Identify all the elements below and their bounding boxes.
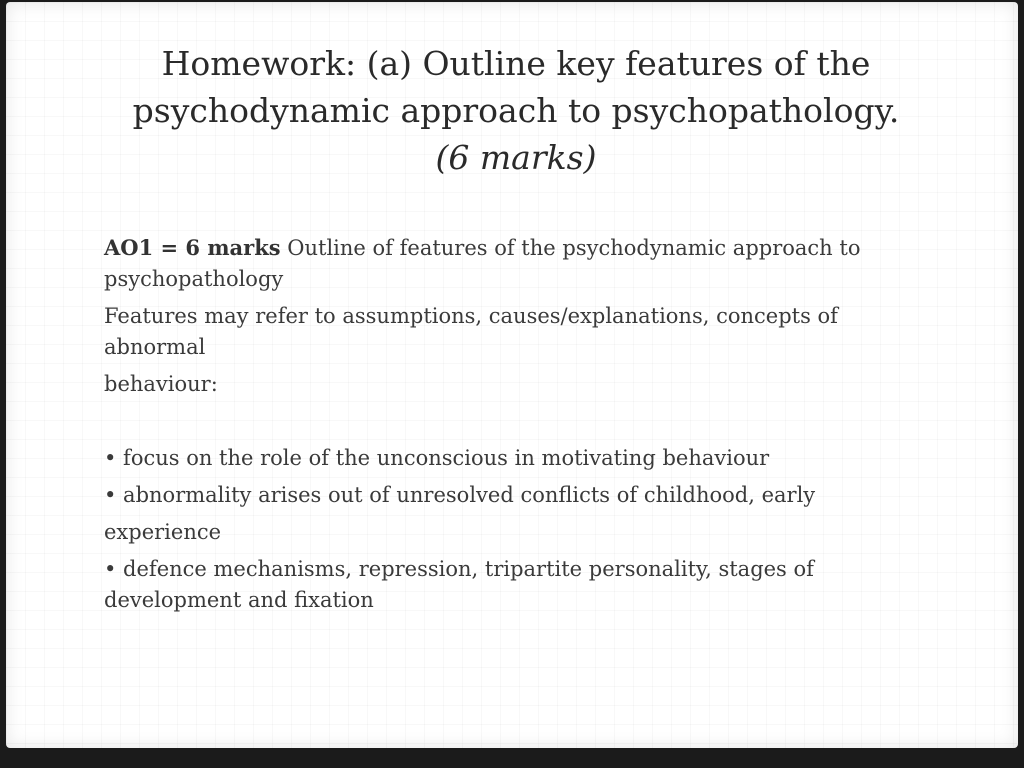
bullet-unconscious: • focus on the role of the unconscious in motivating behaviour (104, 446, 770, 470)
ao1-text: Outline of features of the psychodynamic approach to psychopathology (104, 236, 861, 291)
features-intro: Features may refer to assumptions, causes/explanations, concepts of abnormal (104, 304, 838, 359)
features-intro-continued: behaviour: (104, 372, 218, 396)
bullet-defence-mechanisms: • defence mechanisms, repression, tripartite personality, stages of development and fixation (104, 557, 814, 612)
slide-title (66, 40, 966, 181)
bullet-childhood-conflicts: • abnormality arises out of unresolved conflicts of childhood, early (104, 483, 816, 507)
bullet-childhood-conflicts-continued: experience (104, 520, 222, 544)
title-main: Homework: (a) Outline key features of the psychodynamic approach to psychopathology. (132, 44, 900, 130)
ao1-label: AO1 = 6 marks (104, 235, 281, 260)
ao1-paragraph (104, 232, 934, 295)
title-marks: (6 marks) (435, 138, 597, 177)
slide (6, 2, 1018, 748)
slide-body (104, 232, 934, 616)
